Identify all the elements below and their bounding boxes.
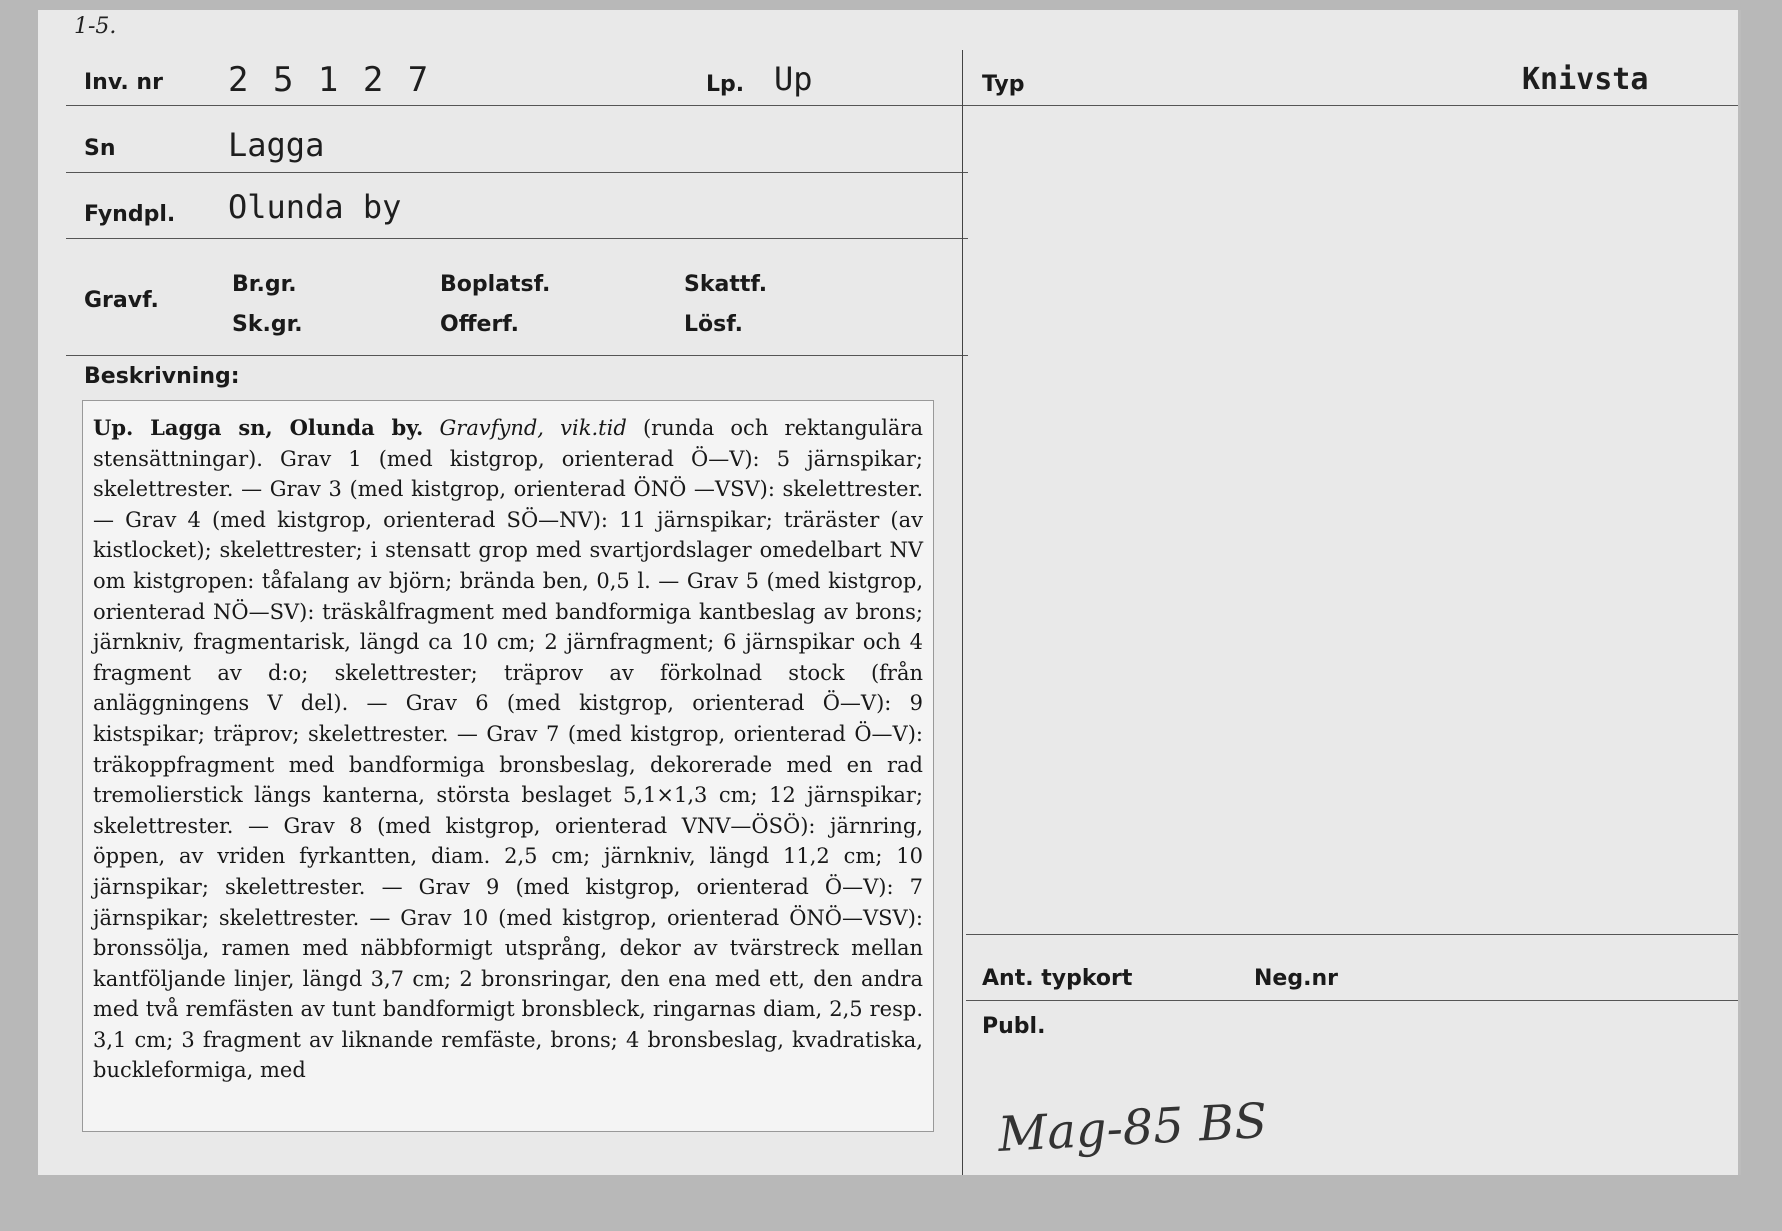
brgr-label: Br.gr. (232, 272, 297, 297)
catalog-card (38, 10, 1741, 1175)
sn-value: Lagga (228, 126, 325, 164)
divider (966, 1000, 1738, 1001)
boplatsf-label: Boplatsf. (440, 272, 551, 297)
offerf-label: Offerf. (440, 312, 520, 337)
divider (66, 172, 968, 173)
beskrivning-label: Beskrivning: (84, 364, 240, 389)
divider (66, 238, 968, 239)
sn-label: Sn (84, 136, 116, 161)
description-box (82, 400, 934, 1132)
negnr-label: Neg.nr (1254, 966, 1338, 991)
divider (66, 105, 968, 106)
ant-typkort-label: Ant. typkort (982, 966, 1133, 991)
inv-nr-label: Inv. nr (84, 70, 163, 95)
column-divider (962, 50, 963, 1175)
fyndpl-label: Fyndpl. (84, 202, 176, 227)
losf-label: Lösf. (684, 312, 743, 337)
inv-nr-value: 2 5 1 2 7 (228, 60, 431, 100)
lp-label: Lp. (706, 72, 745, 97)
description-lead-italic: Gravfynd, vik.tid (439, 416, 627, 440)
gravf-label: Gravf. (84, 288, 159, 313)
divider (966, 105, 1738, 106)
typ-value: Knivsta (1522, 62, 1649, 97)
description-text (93, 413, 923, 1086)
description-body: (runda och rektangulära stensättningar). Grav 1 (med kistgrop, orienterad Ö—V): 5 järnspikar; skelettrester. — Grav 3 (med kistgrop, orienterad ÖNÖ —VSV): skelettrester. — Grav 4 (med kistgrop, orienterad SÖ—NV): 11 järnspikar; träräster (av kistlocket); skelettrester; i stensatt grop med svartjordslager omedelbart NV om kistgropen: tåfalang av björn; brända ben, 0,5 l. — Grav 5 (med kistgrop, orienterad NÖ—SV): träskålfragment med bandformiga kantbeslag av brons; järnkniv, fragmentarisk, längd ca 10 cm; 2 järnfragment; 6 järnspikar och 4 fragment av d:o; skelettrester; träprov av förkolnad stock (från anläggningens V del). — Grav 6 (med kistgrop, orienterad Ö—V): 9 kistspikar; träprov; skelettrester. — Grav 7 (med kistgrop, orienterad Ö—V): träkoppfragment med bandformiga bronsbeslag, dekorerade med en rad tremolierstick längs kanterna, största beslaget 5,1×1,3 cm; 12 järnspikar; skelettrester. — Grav 8 (med kistgrop, orienterad VNV—ÖSÖ): järnring, öppen, av vriden fyrkantten, diam. 2,5 cm; järnkniv, längd 11,2 cm; 10 järnspikar; skelettrester. — Grav 9 (med kistgrop, orienterad Ö—V): 7 järnspikar; skelettrester. — Grav 10 (med kistgrop, orienterad ÖNÖ—VSV): bronssölja, ramen med näbbformigt utsprång, dekor av tvärstreck mellan kantföljande linjer, längd 3,7 cm; 2 bronsringar, den ena med ett, den andra med två remfästen av tunt bandformigt bronsbleck, ringarnas diam, 2,5 resp. 3,1 cm; 3 fragment av liknande remfäste, brons; 4 bronsbeslag, kvadratiska, buckleformiga, med (93, 416, 923, 1083)
divider (66, 355, 968, 356)
skgr-label: Sk.gr. (232, 312, 303, 337)
typ-label: Typ (982, 72, 1025, 97)
fyndpl-value: Olunda by (228, 188, 402, 226)
skattf-label: Skattf. (684, 272, 768, 297)
description-lead: Up. Lagga sn, Olunda by. (93, 415, 424, 440)
publ-label: Publ. (982, 1014, 1046, 1039)
handwritten-note: Mag-85 BS (996, 1092, 1269, 1164)
corner-note: 1-5. (74, 14, 117, 39)
divider (966, 934, 1738, 935)
lp-value: Up (774, 60, 813, 98)
